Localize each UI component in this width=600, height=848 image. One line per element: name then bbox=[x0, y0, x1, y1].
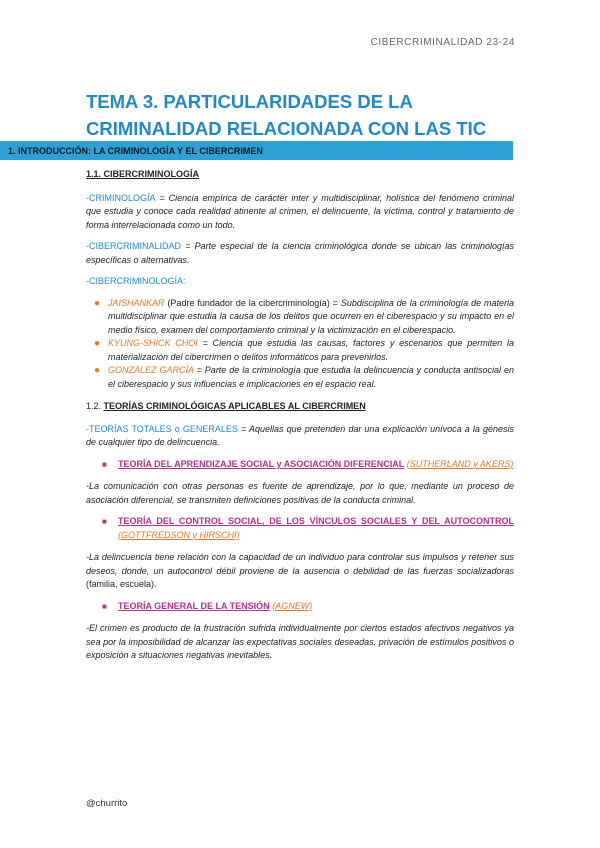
theory-authors: (GOTTFREDSON y HIRSCHI) bbox=[118, 529, 240, 540]
definition-text: = Ciencia que estudia las causas, factores y escenarios que permiten la materialización del cibercrimen o delitos informáticos para prevenirlos. bbox=[108, 338, 514, 362]
definition-text: = Aquellas que pretenden dar una explicación unívoca a la génesis de cualquier tipo de delincuencia. bbox=[86, 423, 515, 447]
definition-teorias-generales bbox=[86, 423, 514, 450]
list-item bbox=[86, 297, 514, 338]
theory-description: -El crimen es producto de la frustración sufrida individualmente por ciertos estados afectivos negativos ya sea por la imposibilidad de alcanzar las expectativas sociales deseadas, privación de estímulos positivos o exposición a situaciones negativas inevitables. bbox=[86, 623, 514, 660]
theory-title: TEORÍA GENERAL DE LA TENSIÓN bbox=[118, 600, 270, 611]
definition-text: = Parte de la criminología que estudia la delincuencia y conducta antisocial en el ciberespacio y sus influencias e implicaciones en el espacio real. bbox=[108, 365, 514, 389]
term-teorias-generales: -TEORÍAS TOTALES o GENERALES bbox=[86, 423, 238, 434]
list-item bbox=[86, 337, 514, 364]
bullet-dot-icon: ● bbox=[94, 338, 101, 349]
square-bullet-icon: ■ bbox=[102, 517, 107, 526]
theory-item bbox=[86, 515, 514, 542]
theory-item bbox=[86, 600, 514, 614]
theory-authors: (SUTHERLAND y AKERS) bbox=[406, 458, 514, 469]
footer-signature: @churrito bbox=[86, 798, 128, 809]
square-bullet-icon: ■ bbox=[102, 459, 107, 469]
term-cibercriminalidad: -CIBERCRIMINALIDAD bbox=[86, 241, 182, 251]
subsection-heading-1-2 bbox=[86, 400, 514, 414]
author-note: (Padre fundador de la cibercriminología) = bbox=[164, 297, 341, 308]
theory-description: -La comunicación con otras personas es fuente de aprendizaje, por lo que, mediante un proceso de asociación diferencial, se transmiten definiciones positivas de la conducta criminal. bbox=[86, 481, 514, 505]
theory-description-text: -La delincuencia tiene relación con la capacidad de un individuo para controlar sus impulsos y retener sus deseos, donde, un autocontrol débil proviene de la ausencia o debilidad de las fuerzas socializadoras bbox=[86, 552, 514, 576]
document-body bbox=[86, 168, 514, 663]
definition-criminologia bbox=[86, 192, 514, 233]
page-title: TEMA 3. PARTICULARIDADES DE LA CRIMINALIDAD RELACIONADA CON LAS TIC bbox=[86, 91, 487, 139]
theory-authors: (AGNEW) bbox=[272, 600, 313, 611]
term-cibercriminologia: -CIBERCRIMINOLOGÍA: bbox=[86, 276, 186, 286]
theory-description-extra: (familia, escuela). bbox=[86, 579, 157, 589]
running-header: CIBERCRIMINALIDAD 23-24 bbox=[370, 37, 515, 48]
list-item bbox=[86, 364, 514, 391]
square-bullet-icon: ■ bbox=[102, 601, 107, 611]
subsection-title: TEORÍAS CRIMINOLÓGICAS APLICABLES AL CIBERCRIMEN bbox=[103, 401, 366, 411]
section-bar bbox=[0, 141, 513, 160]
theory-title: TEORÍA DEL CONTROL SOCIAL, DE LOS VÍNCULOS SOCIALES Y DEL AUTOCONTROL bbox=[118, 516, 514, 526]
theory-title: TEORÍA DEL APRENDIZAJE SOCIAL y ASOCIACIÓN DIFERENCIAL bbox=[118, 458, 405, 469]
definition-text: = Ciencia empírica de carácter inter y multidisciplinar, holística del fenómeno criminal que estudia y conoce cada realidad atinente al crimen, el delincuente, la víctima, control y tratamiento de forma interrelacionada como un todo. bbox=[86, 192, 514, 230]
theory-description bbox=[86, 551, 514, 592]
term-criminologia: -CRIMINOLOGÍA bbox=[86, 192, 156, 203]
author-name: KYUNG-SHICK CHOI bbox=[108, 338, 198, 348]
definition-text: = Parte especial de la ciencia criminológica donde se ubican las criminologías específicas o alternativas. bbox=[86, 241, 514, 265]
author-name: GONZÁLEZ GARCÍA bbox=[108, 365, 194, 375]
theory-item bbox=[86, 458, 514, 472]
section-bar-label: 1. INTRODUCCIÓN: LA CRIMINOLOGÍA Y EL CIBERCRIMEN bbox=[8, 146, 263, 156]
subsection-heading-1-1: 1.1. CIBERCRIMINOLOGÍA bbox=[86, 169, 200, 179]
subsection-number: 1.2. bbox=[86, 401, 104, 411]
bullet-dot-icon: ● bbox=[94, 297, 101, 309]
definition-text: Subdisciplina de la criminología de materia multidisciplinar que estudia la causa de los delitos que ocurren en el ciberespacio y su impacto en el medio físico, examen del comportamiento criminal y la victimización en el ciberespacio. bbox=[108, 297, 515, 335]
author-name: JAISHANKAR bbox=[108, 297, 165, 308]
definition-cibercriminalidad bbox=[86, 240, 514, 267]
bullet-dot-icon: ● bbox=[94, 365, 101, 376]
